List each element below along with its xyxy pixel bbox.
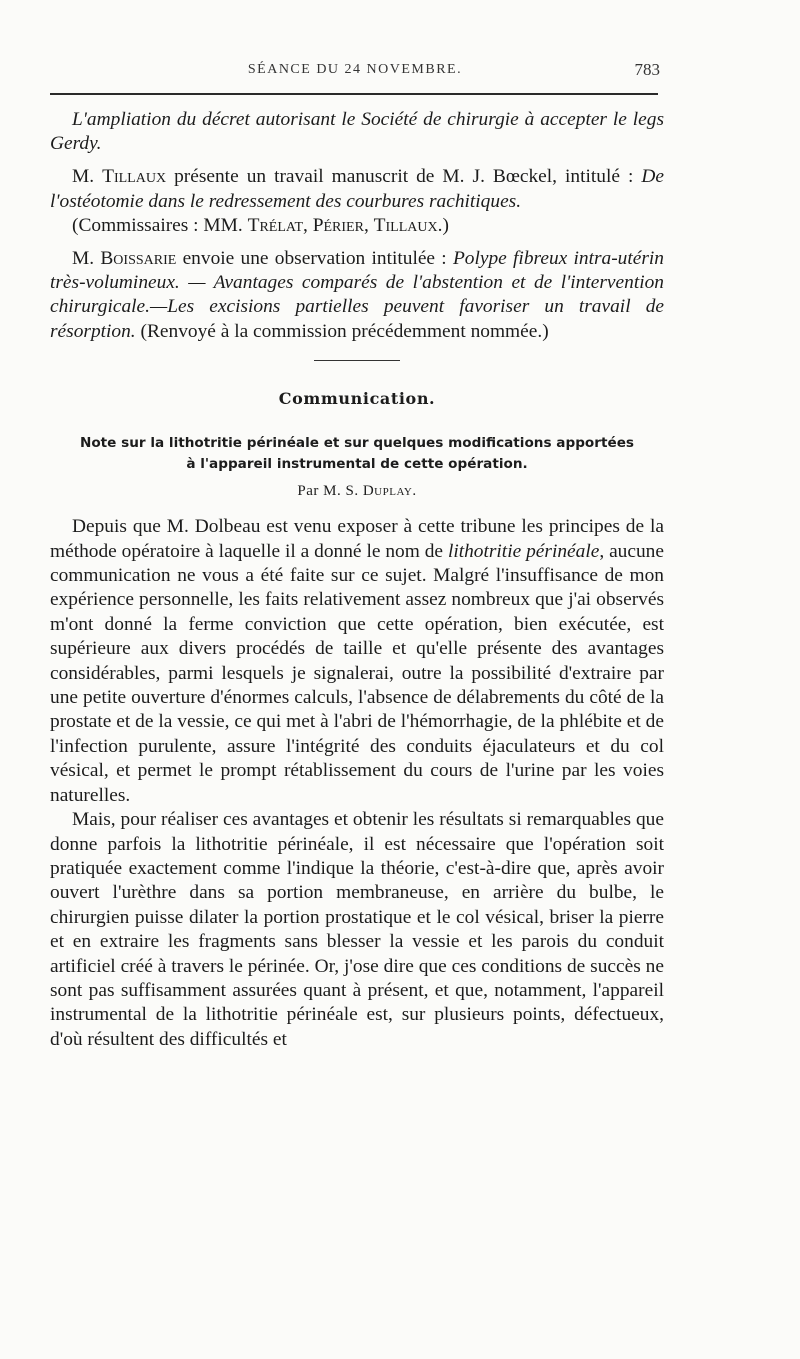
person-name-boissarie: Boissarie: [100, 248, 177, 270]
boissarie-text: envoie une observation intitulée :: [176, 248, 453, 270]
section-separator: [314, 360, 400, 361]
commissaire-separator: ,: [363, 214, 374, 236]
commissaires-close: .): [437, 214, 449, 236]
commissaire-trelat: Trélat: [247, 214, 304, 236]
body-paragraph-1: [50, 515, 664, 808]
communication-body: [50, 515, 664, 1052]
work-title-osteotomie: De l'ostéotomie dans le redressement des courbures rachitiques.: [50, 166, 664, 212]
tillaux-text: présente un travail manuscrit de M. J. Bœckel, intitulé :: [166, 166, 642, 188]
page-header: [50, 60, 660, 86]
author-prefix: Par M. S.: [297, 483, 363, 500]
commissaire-separator: ,: [303, 214, 313, 236]
note-title-line-2: à l'appareil instrumental de cette opération.: [186, 456, 528, 473]
header-rule: [50, 93, 658, 95]
commissaire-perier: Périer: [312, 214, 364, 236]
section-title: Communication.: [278, 388, 436, 408]
author-suffix: .: [412, 483, 417, 500]
paragraph-ampliation: [50, 108, 664, 156]
page-body: [50, 108, 664, 1052]
author-line: [50, 479, 664, 503]
commissaires-label: (Commissaires : MM.: [72, 214, 248, 236]
paragraph-boissarie: [50, 247, 664, 344]
boissarie-intro: M.: [72, 248, 101, 270]
renvoye-text: (Renvoyé à la commission précédemment nommée.): [135, 320, 549, 342]
note-title-line-1: Note sur la lithotritie périnéale et sur quelques modifications apportées: [79, 435, 635, 452]
author-name: Duplay: [362, 483, 413, 500]
commissaire-tillaux: Tillaux: [373, 214, 438, 236]
work-title-polype: Polype fibreux intra-utérin très-volumineux. — Avantages comparés de l'abstention et de l'intervention chirurgicale.—Les excisions partielles peuvent favoriser un travail de résorption.: [50, 248, 664, 342]
term-lithotritie-perineale: lithotritie périnéale: [447, 540, 600, 562]
body-paragraph-1-part-a: Depuis que M. Dolbeau est venu exposer à cette tribune les principes de la méthode opératoire à laquelle il a donné le nom de: [50, 516, 664, 562]
page-number: 783: [634, 60, 660, 79]
running-head: SÉANCE DU 24 NOVEMBRE.: [247, 62, 463, 77]
ampliation-text: L'ampliation du décret autorisant le Société de chirurgie à accepter le legs Gerdy.: [50, 109, 664, 155]
paragraph-commissaires: [50, 214, 664, 238]
person-name-tillaux: Tillaux: [102, 166, 167, 188]
tillaux-intro: M.: [72, 166, 103, 188]
note-title: [50, 433, 664, 475]
paragraph-tillaux: [50, 165, 664, 213]
body-paragraph-1-part-b: , aucune communication ne vous a été faite sur ce sujet. Malgré l'insuffisance de mon expérience personnelle, les faits relativement assez nombreux que j'ai observés m'ont donné la ferme conviction que cette opération, bien exécutée, est supérieure aux divers procédés de taille et qu'elle présente des avantages considérables, parmi lesquels je signalerai, outre la possibilité d'extraire par une petite ouverture d'énormes calculs, l'absence de délabrements du côté de la prostate et de la vessie, ce qui met à l'abri de l'hémorrhagie, de la phlébite et de l'infection purulente, assure l'intégrité des conduits éjaculateurs et du col vésical, et permet le prompt rétablissement du cours de l'urine par les voies naturelles.: [50, 540, 664, 806]
body-paragraph-2: Mais, pour réaliser ces avantages et obtenir les résultats si remarquables que donne parfois la lithotritie périnéale, il est nécessaire que l'opération soit pratiquée exactement comme l'indique la théorie, c'est-à-dire que, après avoir ouvert l'urèthre dans sa portion membraneuse, en arrière du bulbe, le chirurgien puisse dilater la portion prostatique et le col vésical, briser la pierre et en extraire les fragments sans blesser la vessie et les parois du conduit artificiel créé à travers le périnée. Or, j'ose dire que ces conditions de succès ne sont pas suffisamment assurées quant à présent, et que, notamment, l'appareil instrumental de la lithotritie périnéale est, sur plusieurs points, défectueux, d'où résultent des difficultés et: [50, 809, 664, 1050]
